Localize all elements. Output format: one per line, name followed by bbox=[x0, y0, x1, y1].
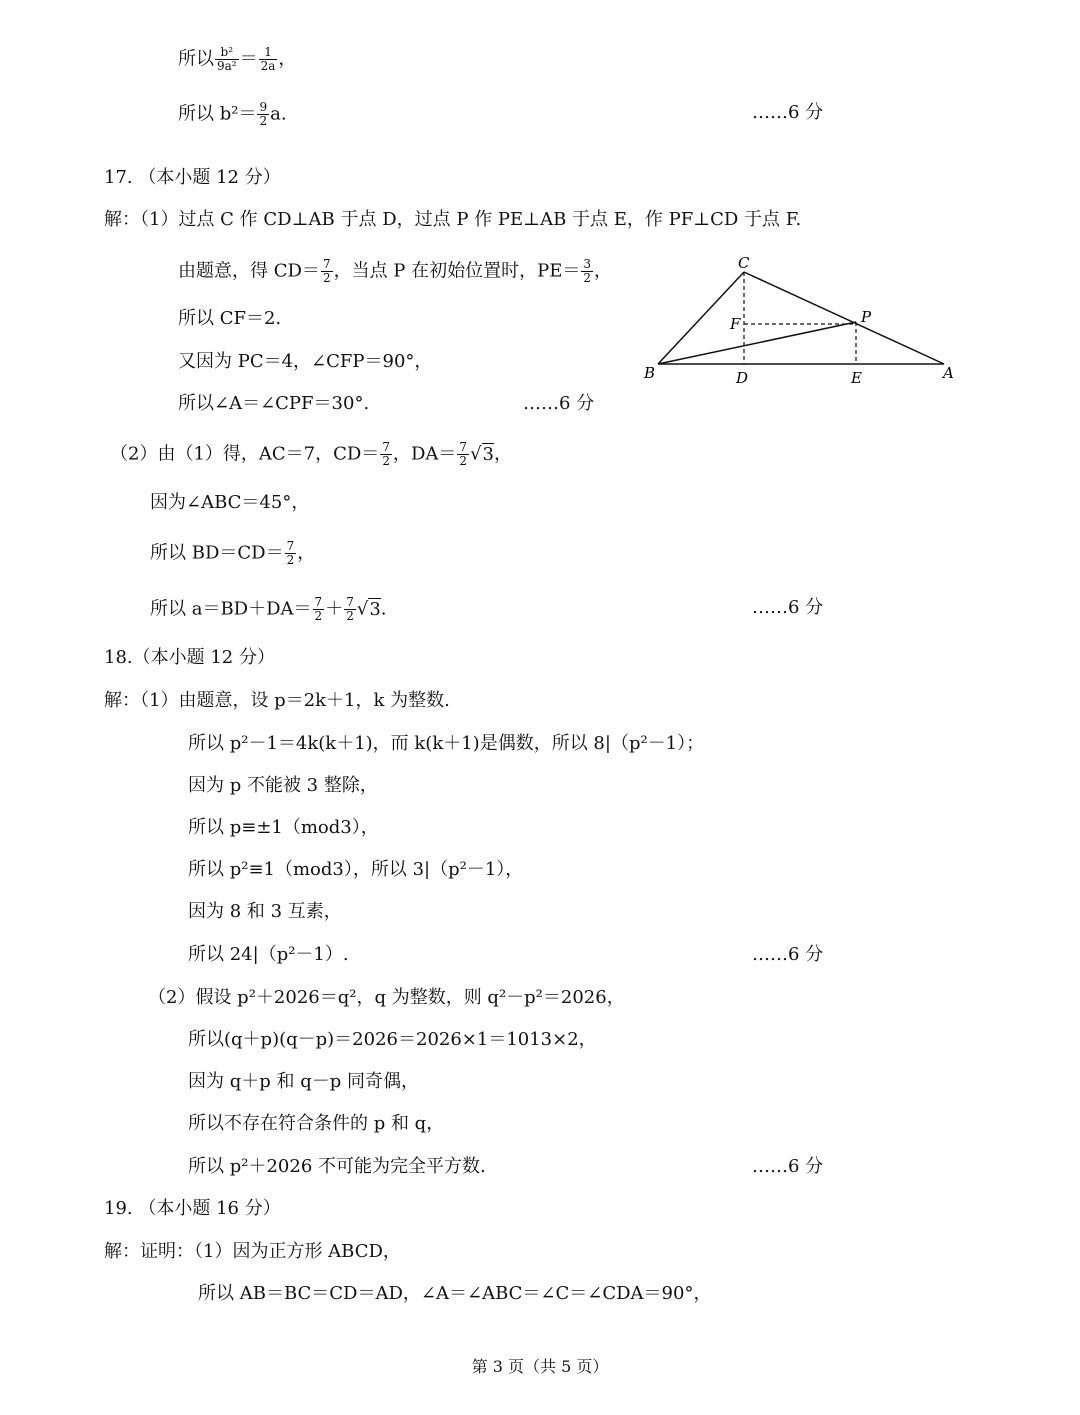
q17-part2-line-4: 所以 a＝BD＋DA＝ $\frac{7}{2}$ ＋ $\frac{7}{2}$ √3. bbox=[150, 595, 387, 623]
q18-line-6: 因为 8 和 3 互素， bbox=[188, 901, 342, 922]
q18-line-7: 所以 24|（p²－1）. bbox=[188, 944, 349, 965]
q17-part2-line-1: （2）由（1）得，AC＝7，CD＝ $\frac{7}{2}$ ，DA＝ $\frac{7}{2}$ √3， bbox=[110, 440, 512, 468]
q19-heading: 19. （本小题 16 分） bbox=[104, 1198, 281, 1219]
fraction: $\frac{7}{2}$ bbox=[346, 595, 354, 623]
fraction: $\frac{\text{b²}}{\text{9a²}}$ bbox=[217, 45, 237, 73]
q18-line-8: （2）假设 p²＋2026＝q²，q 为整数，则 q²－p²＝2026， bbox=[148, 987, 625, 1008]
q17-line-1: 由题意，得 CD＝ $\frac{7}{2}$ ，当点 P 在初始位置时，PE＝ $\frac{3}{2}$ ， bbox=[178, 257, 613, 285]
fraction: $\frac{1}{2a}$ bbox=[260, 45, 276, 73]
score-mark: ……6 分 bbox=[752, 944, 824, 965]
q19-line-2: 所以 AB＝BC＝CD＝AD，∠A＝∠ABC＝∠C＝∠CDA＝90°， bbox=[198, 1283, 712, 1304]
label-A: A bbox=[943, 364, 954, 382]
q18-line-11: 所以不存在符合条件的 p 和 q， bbox=[188, 1113, 445, 1134]
q18-line-3: 因为 p 不能被 3 整除， bbox=[188, 775, 378, 796]
prev-line-2: 所以 b²＝ $\frac{9}{2}$ a. bbox=[178, 100, 287, 128]
fraction: $\frac{7}{2}$ bbox=[286, 539, 295, 567]
sqrt: 3 bbox=[369, 598, 381, 620]
label-D: D bbox=[736, 369, 749, 387]
sqrt: 3 bbox=[482, 443, 494, 465]
q17-part2-line-2: 因为∠ABC＝45°， bbox=[150, 492, 310, 513]
segment-BP bbox=[658, 322, 856, 364]
q18-line-9: 所以(q＋p)(q－p)＝2026＝2026×1＝1013×2， bbox=[188, 1029, 597, 1050]
q17-line-3: 又因为 PC＝4，∠CFP＝90°， bbox=[178, 351, 433, 372]
q18-heading: 18.（本小题 12 分） bbox=[104, 647, 275, 668]
q17-intro: 解：（1）过点 C 作 CD⊥AB 于点 D，过点 P 作 PE⊥AB 于点 E，作 PF⊥CD 于点 F. bbox=[104, 209, 802, 230]
triangle-figure bbox=[640, 252, 970, 392]
q18-line-4: 所以 p≡±1（mod3）， bbox=[188, 817, 379, 838]
q18-line-10: 因为 q＋p 和 q－p 同奇偶， bbox=[188, 1071, 419, 1092]
q18-line-2: 所以 p²－1＝4k(k＋1)，而 k(k＋1)是偶数，所以 8|（p²－1）； bbox=[188, 733, 705, 754]
q18-line-1: 解：（1）由题意，设 p＝2k＋1，k 为整数. bbox=[104, 690, 450, 711]
fraction: $\frac{7}{2}$ bbox=[314, 595, 323, 623]
q17-line-2: 所以 CF＝2. bbox=[178, 308, 282, 329]
prev-line-1: 所以 $\frac{\text{b²}}{\text{9a²}}$ ＝ $\frac{1}{2a}$ ， bbox=[178, 45, 297, 73]
label-F: F bbox=[730, 315, 741, 333]
fraction: $\frac{7}{2}$ bbox=[322, 257, 331, 285]
fraction: $\frac{7}{2}$ bbox=[382, 440, 390, 468]
fraction: $\frac{9}{2}$ bbox=[259, 100, 268, 128]
score-mark: ……6 分 bbox=[752, 597, 824, 618]
q18-line-5: 所以 p²≡1（mod3），所以 3|（p²－1）， bbox=[188, 859, 524, 880]
label-E: E bbox=[851, 369, 862, 387]
page-footer: 第 3 页（共 5 页） bbox=[471, 1357, 609, 1376]
q17-heading: 17. （本小题 12 分） bbox=[104, 167, 281, 188]
q17-line-4: 所以∠A＝∠CPF＝30°. bbox=[178, 393, 370, 414]
score-mark: ……6 分 bbox=[752, 1156, 824, 1177]
score-mark: ……6 分 bbox=[523, 393, 595, 414]
label-P: P bbox=[861, 308, 872, 326]
segment-CA bbox=[744, 272, 944, 364]
label-B: B bbox=[644, 364, 656, 382]
label-C: C bbox=[738, 254, 750, 272]
q17-part2-line-3: 所以 BD＝CD＝ $\frac{7}{2}$ ， bbox=[150, 539, 316, 567]
q19-line-1: 解：证明：（1）因为正方形 ABCD， bbox=[104, 1241, 401, 1262]
q18-line-12: 所以 p²＋2026 不可能为完全平方数. bbox=[188, 1156, 486, 1177]
score-mark: ……6 分 bbox=[752, 102, 824, 123]
fraction: $\frac{3}{2}$ bbox=[583, 257, 592, 285]
fraction: $\frac{7}{2}$ bbox=[459, 440, 468, 468]
